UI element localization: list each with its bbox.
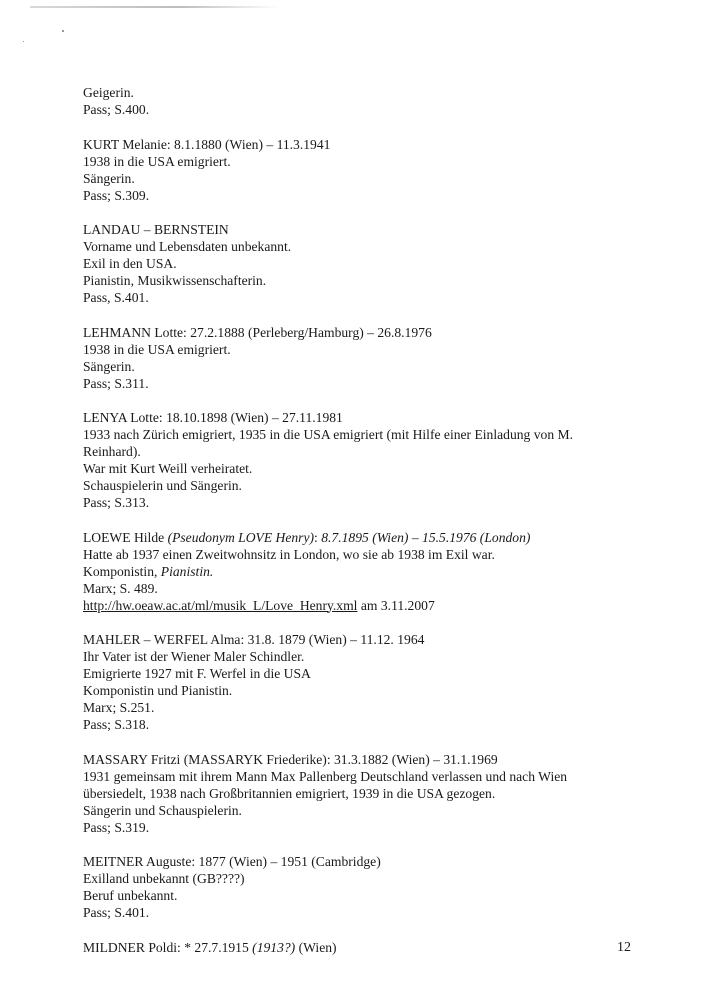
entry-dates: 31.3.1882 (Wien) – 31.1.1969 <box>330 751 498 767</box>
entry-heading <box>83 136 628 153</box>
entry-line: Pass; S.311. <box>83 375 149 391</box>
entry-line: Pass; S.313. <box>83 495 150 510</box>
entry-heading <box>83 324 628 341</box>
entry-heading <box>83 751 628 768</box>
entry-line: Marx; S. 489. <box>83 580 158 596</box>
entry-mildner <box>83 939 628 956</box>
entry-line: 1931 gemeinsam mit ihrem Mann Max Pallenberg Deutschland verlassen und nach Wien übersiedelt, 1938 nach Großbritannien emigriert, 1939 in die USA gezogen. <box>83 768 568 801</box>
entry-line: Sängerin. <box>83 358 135 374</box>
entry-loewe <box>83 529 628 614</box>
entry-kurt <box>83 136 628 204</box>
entry-line: Pass; S.318. <box>83 717 150 732</box>
entry-landau <box>83 221 628 306</box>
scan-edge-shadow <box>30 6 280 8</box>
entry-line: Sängerin. <box>83 170 135 186</box>
entry-heading <box>83 939 628 956</box>
entry-line: Marx; S.251. <box>83 700 155 715</box>
document-body <box>83 84 628 973</box>
source-link[interactable]: http://hw.oeaw.ac.at/ml/musik_L/Love_Henry.xml <box>83 597 358 613</box>
entry-line: 1938 in die USA emigriert. <box>83 341 231 357</box>
entry-dates: * 27.7.1915 <box>184 939 253 955</box>
entry-name: LANDAU – BERNSTEIN <box>83 222 229 237</box>
entry-massary <box>83 751 628 836</box>
entry-date-uncertain: (1913?) <box>252 939 296 955</box>
entry-line: Exil in den USA. <box>83 256 177 271</box>
entry-line: Pass; S.401. <box>83 905 150 920</box>
entry-heading <box>83 409 628 426</box>
entry-name: MASSARY Fritzi (MASSARYK Friederike): <box>83 751 331 767</box>
entry-line: Exilland unbekannt (GB????) <box>83 871 245 886</box>
entry-line: Pass, S.401. <box>83 290 149 305</box>
entry-line <box>83 597 628 614</box>
entry-name: MILDNER Poldi: <box>83 939 185 955</box>
entry-heading <box>83 529 628 546</box>
entry-line: 1938 in die USA emigriert. <box>83 153 231 169</box>
entry-meitner <box>83 853 628 921</box>
entry-line: War mit Kurt Weill verheiratet. <box>83 461 253 476</box>
entry-name: MEITNER Auguste: <box>83 854 196 869</box>
entry-name: LENYA Lotte: <box>83 410 163 425</box>
entry-line: Pass; S.309. <box>83 187 150 203</box>
entry-dates: 31.8. 1879 (Wien) – 11.12. 1964 <box>244 632 425 647</box>
entry-line: Pianistin, Musikwissenschafterin. <box>83 273 267 288</box>
entry-heading <box>83 221 628 238</box>
entry-colon: : <box>314 529 322 545</box>
entry-dates: 8.1.1880 (Wien) – 11.3.1941 <box>170 136 331 152</box>
entry-lenya <box>83 409 628 511</box>
entry-line: Pass; S.319. <box>83 819 150 835</box>
entry-name: LEHMANN Lotte: <box>83 324 187 340</box>
entry-line: Beruf unbekannt. <box>83 888 178 903</box>
entry-line: Sängerin und Schauspielerin. <box>83 802 242 818</box>
page-number: 12 <box>617 940 631 955</box>
entry-profession-italic: Pianistin. <box>160 563 214 579</box>
scan-speck <box>62 30 64 32</box>
entry-line: Hatte ab 1937 einen Zweitwohnsitz in London, wo sie ab 1938 im Exil war. <box>83 546 495 562</box>
entry-lehmann <box>83 324 628 392</box>
entry-heading <box>83 853 628 870</box>
entry-place: (Wien) <box>295 939 337 955</box>
entry-pseudonym: (Pseudonym LOVE Henry) <box>167 529 315 545</box>
entry-name: KURT Melanie: <box>83 136 171 152</box>
entry-mahler-werfel <box>83 631 628 733</box>
entry-line <box>83 563 628 580</box>
entry-line: Vorname und Lebensdaten unbekannt. <box>83 239 292 254</box>
entry-line: Schauspielerin und Sängerin. <box>83 478 242 493</box>
entry-name: LOEWE Hilde <box>83 529 168 545</box>
entry-line: 1933 nach Zürich emigriert, 1935 in die USA emigriert (mit Hilfe einer Einladung von M. Reinhard). <box>83 427 574 459</box>
entry-line: Geigerin. <box>83 85 134 100</box>
entry-dates: 18.10.1898 (Wien) – 27.11.1981 <box>162 410 343 425</box>
scan-speck <box>23 41 24 42</box>
entry-dates: 27.2.1888 (Perleberg/Hamburg) – 26.8.1976 <box>186 324 432 340</box>
link-date: am 3.11.2007 <box>357 597 435 613</box>
entry-name: MAHLER – WERFEL Alma: <box>83 632 245 647</box>
entry-dates: 1877 (Wien) – 1951 (Cambridge) <box>195 854 381 869</box>
entry-line: Ihr Vater ist der Wiener Maler Schindler. <box>83 649 305 664</box>
entry-line: Pass; S.400. <box>83 102 150 117</box>
entry-continuation <box>83 84 628 118</box>
entry-profession: Komponistin, <box>83 563 161 579</box>
entry-heading <box>83 631 628 648</box>
entry-dates: 8.7.1895 (Wien) – 15.5.1976 (London) <box>321 529 531 545</box>
entry-line: Komponistin und Pianistin. <box>83 683 233 698</box>
entry-line: Emigrierte 1927 mit F. Werfel in die USA <box>83 666 311 681</box>
